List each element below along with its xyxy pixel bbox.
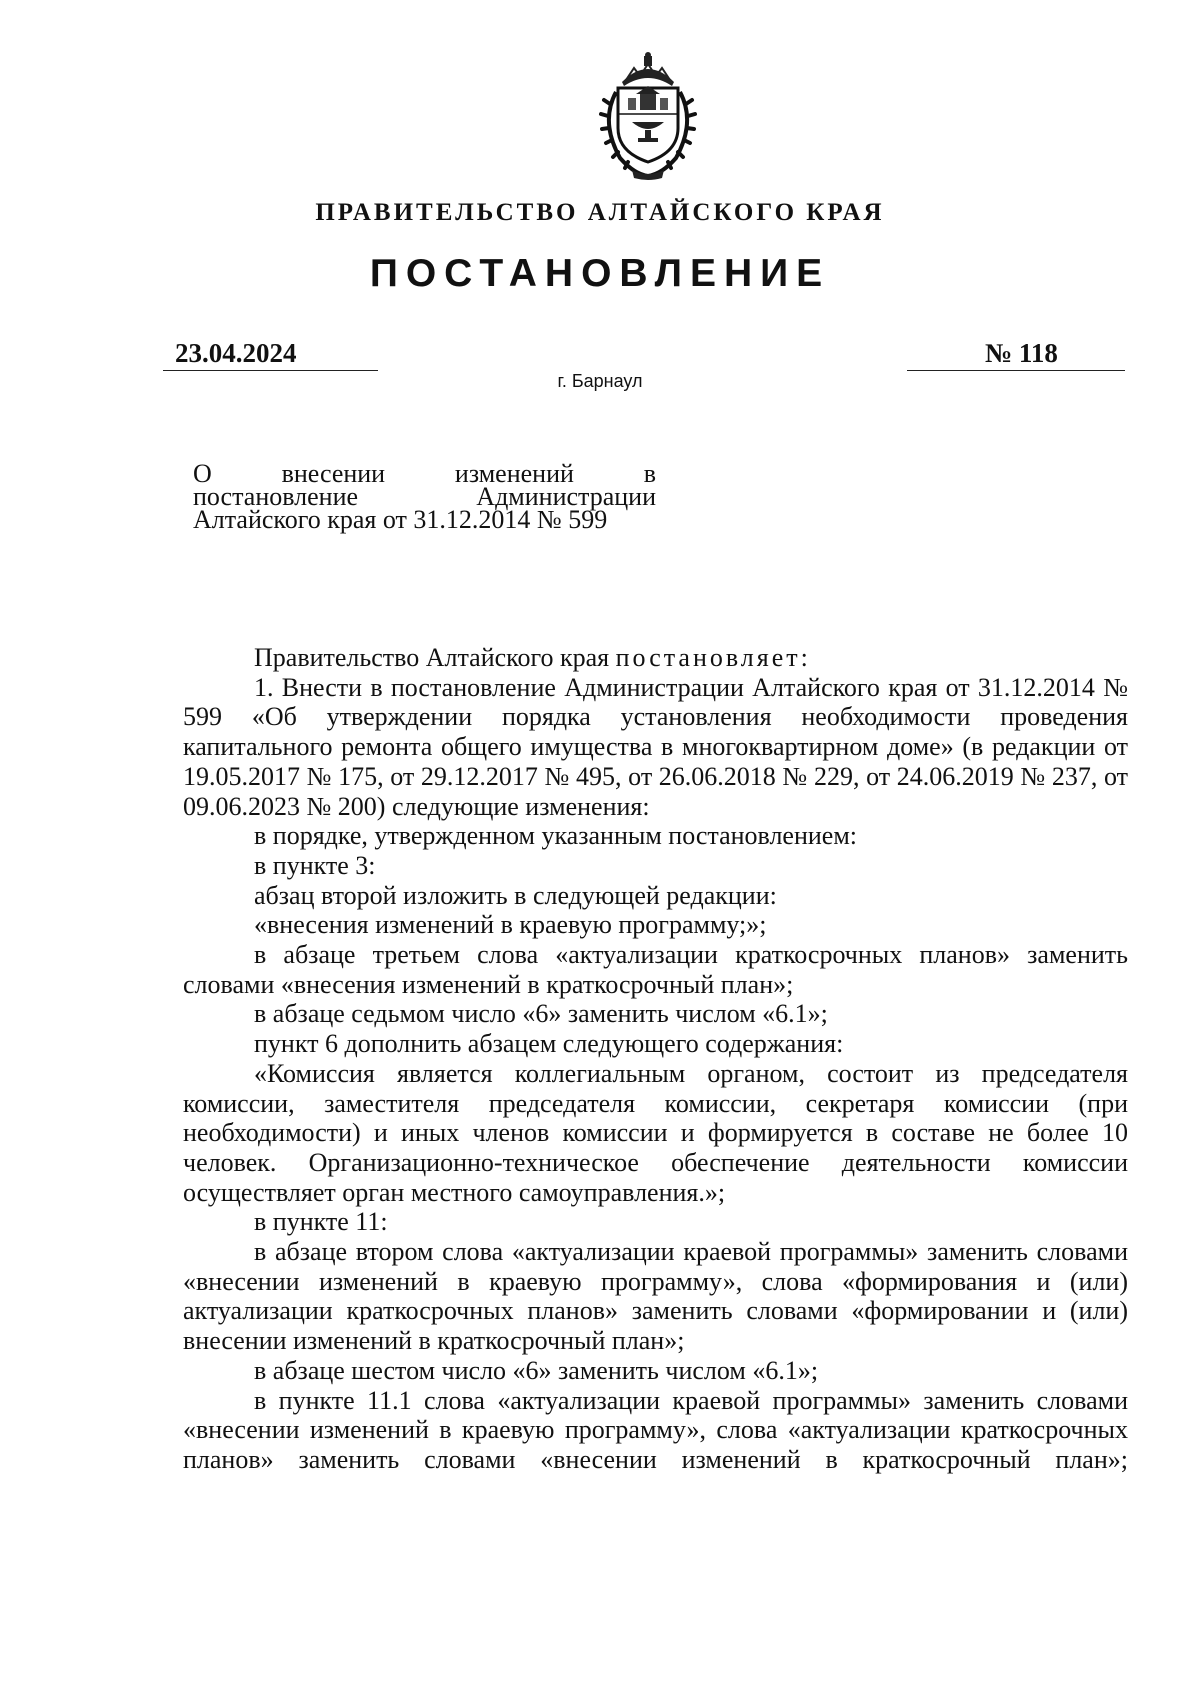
subject-word: постановление [193,482,359,511]
decree-word: постановляет [615,643,801,672]
preamble-text: Правительство Алтайского края [254,643,616,672]
body-paragraph: в пункте 3: [254,850,376,880]
body-paragraph: «Комиссия является коллегиальным органом, состоит из председателя комиссии, заместителя председателя комиссии, секретаря комиссии (при необходимости) и иных членов комиссии и формируется в составе не более 10 человек. Организационно-техническое обеспечение деятельности комиссии осуществляет орган местного самоуправления.»; [183,1058,1128,1207]
subject-word: Администрации [476,482,656,511]
subject-word: изменений [454,459,574,488]
body-paragraph: пункт 6 дополнить абзацем следующего содержания: [254,1029,844,1059]
preamble-colon: : [800,643,808,672]
body-paragraph: абзац второй изложить в следующей редакции: [254,880,777,910]
body-paragraph: в пункте 11: [254,1207,388,1237]
subject-word: в [643,459,656,488]
body-paragraph: в порядке, утвержденном указанным постановлением: [254,821,858,851]
document-body [183,643,1128,1475]
organization-title: ПРАВИТЕЛЬСТВО АЛТАЙСКОГО КРАЯ [315,199,885,226]
subject-word: О [193,459,212,488]
body-paragraph: «внесения изменений в краевую программу;»; [254,910,767,940]
document-type-title: ПОСТАНОВЛЕНИЕ [369,252,831,295]
document-date: 23.04.2024 [175,338,297,368]
subject-word: внесении [281,459,386,488]
document-number: № 118 [985,338,1058,368]
body-paragraph: 1. Внести в постановление Администрации Алтайского края от 31.12.2014 № 599 «Об утверждении порядка установления необходимости проведения капитального ремонта общего имущества в многоквартирном доме» (в редакции от 19.05.2017 № 175, от 29.12.2017 № 495, от 26.06.2018 № 229, от 24.06.2019 № 237, от 09.06.2023 № 200) следующие изменения: [183,672,1128,821]
body-paragraph: в пункте 11.1 слова «актуализации краевой программы» заменить словами «внесении изменений в краевую программу», слова «актуализации краткосрочных планов» заменить словами «внесении изменений в краткосрочный план»; [183,1385,1128,1474]
body-paragraph: в абзаце седьмом число «6» заменить числом «6.1»; [254,999,828,1029]
subject-line-3: Алтайского края от 31.12.2014 № 599 [193,505,608,534]
document-subject [193,459,656,534]
preamble [183,643,1128,673]
body-paragraph: в абзаце шестом число «6» заменить числом «6.1»; [254,1355,819,1385]
body-paragraph: в абзаце третьем слова «актуализации краткосрочных планов» заменить словами «внесения изменений в краткосрочный план»; [183,940,1128,999]
city-label: г. Барнаул [557,371,643,391]
body-paragraph: в абзаце втором слова «актуализации краевой программы» заменить словами «внесении изменений в краевую программу», слова «формирования и (или) актуализации краткосрочных планов» заменить словами «формировании и (или) внесении изменений в краткосрочный план»; [183,1237,1128,1356]
coat-of-arms-icon [588,52,708,182]
